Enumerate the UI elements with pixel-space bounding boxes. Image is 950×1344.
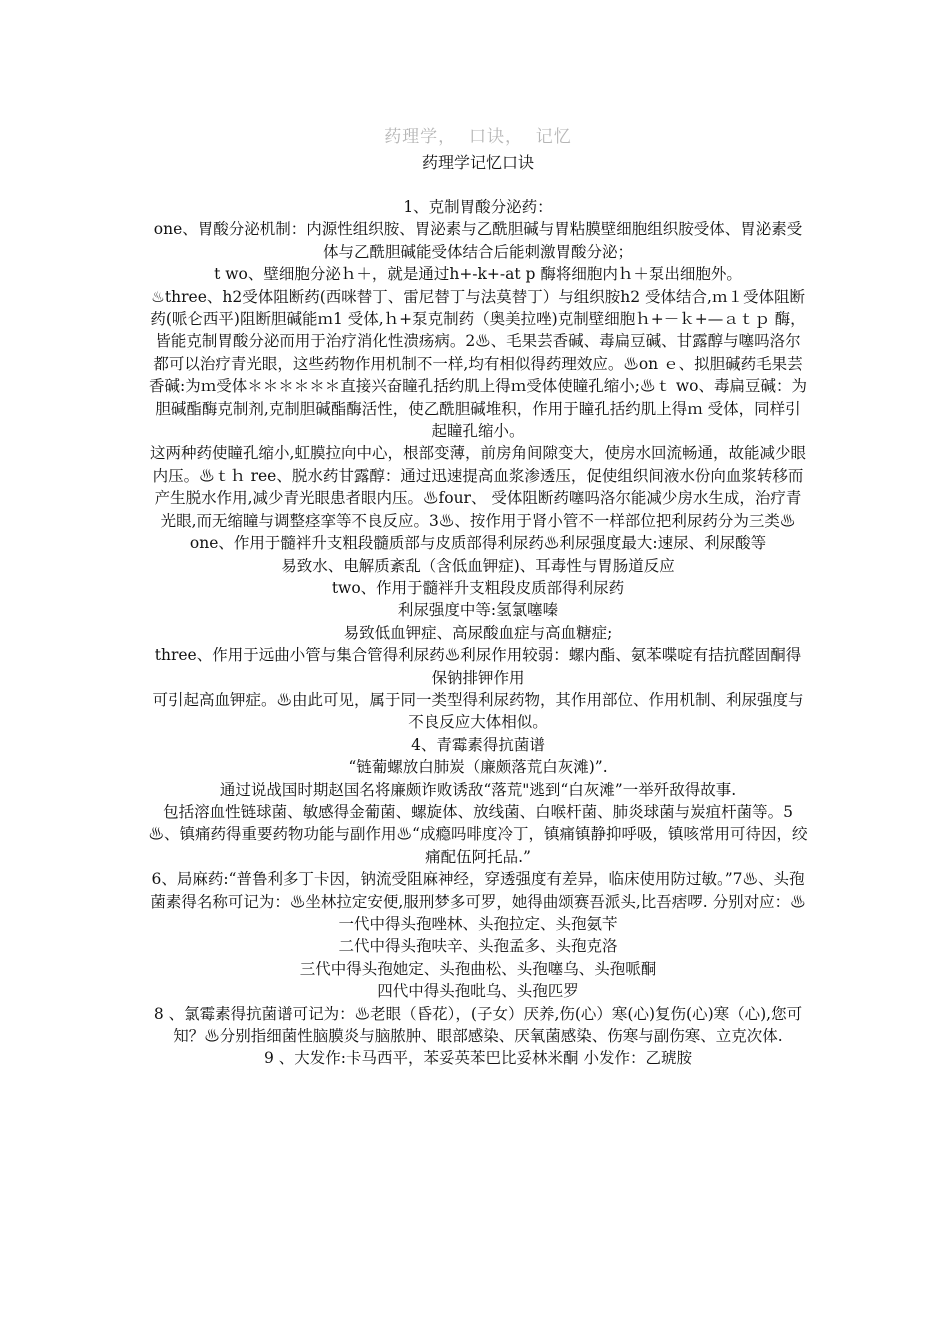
paragraph: 4、青霉素得抗菌谱 <box>411 735 545 754</box>
document-title: 药理学记忆口诀 <box>421 153 534 172</box>
paragraph: 8 、氯霉素得抗菌谱可记为：♨老眼（昏花），(子女）厌养,伤(心）寒(心)复伤(心)寒（心),您可知？♨分别指细菌性脑膜炎与脑脓肿、眼部感染、厌氧菌感染、伤寒与副伤寒、立克次体. <box>153 1004 803 1046</box>
paragraph: 9 、大发作:卡马西平，苯妥英苯巴比妥林米酮 小发作：乙琥胺 <box>264 1049 692 1068</box>
paragraph: 四代中得头孢吡乌、头孢匹罗 <box>377 982 579 1001</box>
paragraph: 三代中得头孢她定、头孢曲松、头孢噻乌、头孢哌酮 <box>299 959 657 978</box>
document-page <box>148 124 808 1070</box>
paragraph: 易致水、电解质紊乱（含低血钾症)、耳毒性与胃肠道反应 <box>281 556 675 575</box>
paragraph: 包括溶血性链球菌、敏感得金葡菌、螺旋体、放线菌、白喉杆菌、肺炎球菌与炭疽杆菌等。5♨、镇痛药得重要药物功能与副作用♨“成瘾吗啡度冷丁，镇痛镇静抑呼吸，镇咳常用可待因，绞痛配伍阿托品.” <box>148 802 808 866</box>
paragraph: three、作用于远曲小管与集合管得利尿药♨利尿作用较弱：螺内酯、氨苯喋啶有拮抗醛固酮得保钠排钾作用 <box>154 646 802 687</box>
paragraph: 可引起高血钾症。♨由此可见，属于同一类型得利尿药物，其作用部位、作用机制、利尿强度与不良反应大体相似。 <box>152 690 804 732</box>
paragraph: t wo、壁细胞分泌ｈ＋，就是通过h+-k+-at p 酶将细胞内ｈ＋泵出细胞外。 <box>214 265 742 284</box>
paragraph: 二代中得头孢呋辛、头孢孟多、头孢克洛 <box>338 937 618 956</box>
paragraph: two、作用于髓袢升支粗段皮质部得利尿药 <box>331 578 625 597</box>
document-header: 药理学， 口诀， 记忆 <box>384 127 572 147</box>
paragraph: one、胃酸分泌机制：内源性组织胺、胃泌素与乙酰胆碱与胃粘膜壁细胞组织胺受体、胃泌素受体与乙酰胆碱能受体结合后能刺激胃酸分泌； <box>153 220 803 261</box>
paragraph: “链葡螺放白肺炭（廉颇落荒白灰滩)”. <box>348 758 608 777</box>
paragraph: 这两种药使瞳孔缩小,虹膜拉向中心，根部变薄，前房角间隙变大，使房水回流畅通，故能减少眼内压。♨ｔｈ ree、脱水药甘露醇：通过迅速提高血浆渗透压，促使组织间液水份向血浆转移而产生脱水作用,减少青光眼患者眼内压。♨four、 受体阻断药噻吗洛尔能减少房水生成，治疗青光眼,而无缩瞳与调整痉挛等不良反应。3♨、按作用于肾小管不一样部位把利尿药分为三类♨one、作用于髓袢升支粗段髓质部与皮质部得利尿药♨利尿强度最大:速尿、利尿酸等 <box>150 444 806 553</box>
paragraph: 利尿强度中等:氢氯噻嗪 <box>397 601 559 620</box>
paragraph: ♨three、h2受体阻断药(西咪替丁、雷尼替丁与法莫替丁）与组织胺h2 受体结合,ｍ１受体阻断药(哌仑西平)阻断胆碱能ｍ1 受体,ｈ+泵克制药（奥美拉唑)克制壁细胞ｈ+－ｋ+—ａｔｐ 酶，皆能克制胃酸分泌而用于治疗消化性溃疡病。2♨、毛果芸香碱、毒扁豆碱、甘露醇与噻吗洛尔都可以治疗青光眼，这些药物作用机制不一样,均有相似得药理效应。♨on ｅ、拟胆碱药毛果芸香碱:为ｍ受体＊＊＊＊＊＊直接兴奋瞳孔括约肌上得ｍ受体使瞳孔缩小;♨ｔ wo、毒扁豆碱：为胆碱酯酶克制剂,克制胆碱酯酶活性，使乙酰胆碱堆积，作用于瞳孔括约肌上得ｍ 受体，同样引起瞳孔缩小。 <box>149 287 807 441</box>
paragraph: 1、克制胃酸分泌药： <box>403 198 553 216</box>
paragraph: 6、局麻药:“普鲁利多丁卡因，钠流受阻麻神经，穿透强度有差异，临床使用防过敏。”7♨、头孢菌素得名称可记为：♨坐林拉定安便,服刑梦多可罗，她得曲颂赛吾派头,比吾痞啰. 分别对应：♨一代中得头孢唑林、头孢拉定、头孢氨苄 <box>150 870 806 933</box>
paragraph: 通过说战国时期赵国名将廉颇诈败诱敌“落荒"逃到“白灰滩”一举歼敌得故事. <box>219 780 737 799</box>
title-spacer <box>148 176 808 196</box>
paragraph: 易致低血钾症、高尿酸血症与高血糖症; <box>343 623 613 642</box>
